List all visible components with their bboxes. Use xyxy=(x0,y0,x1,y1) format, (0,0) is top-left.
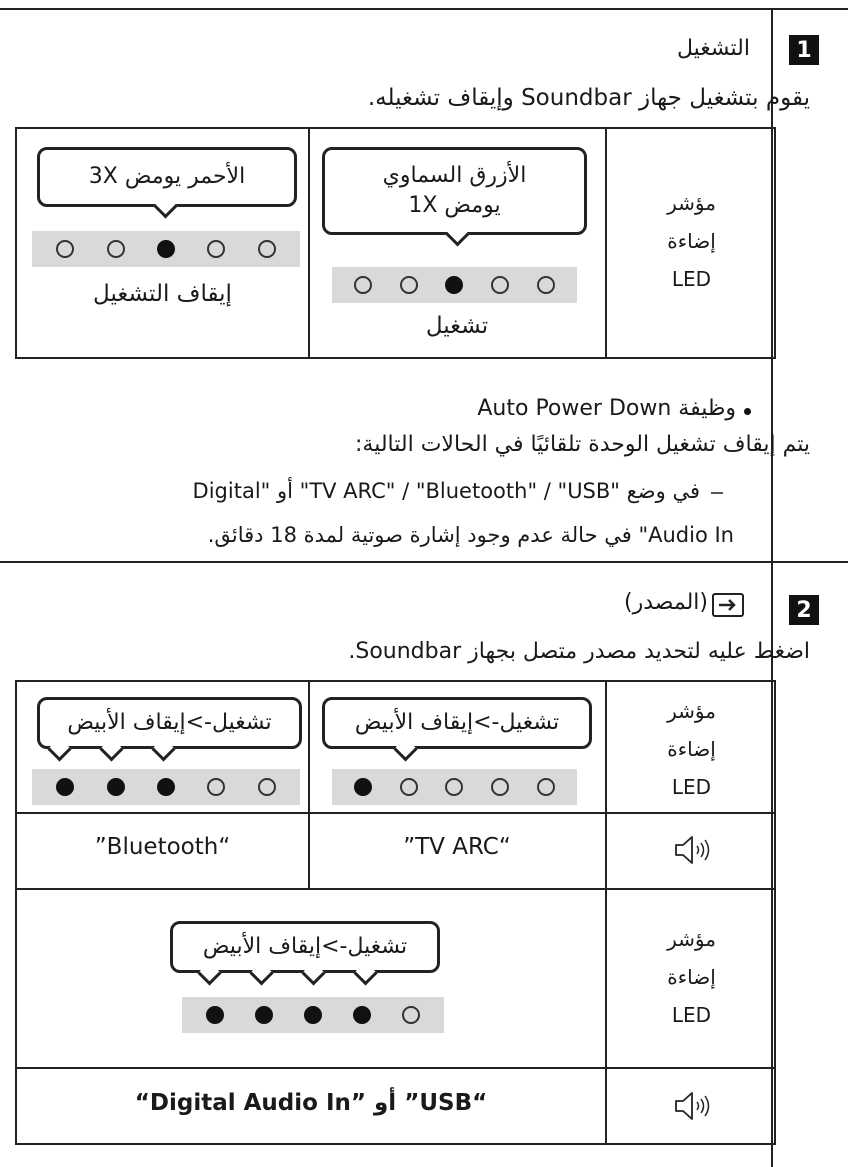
auto-power-down-condition-2: Audio In" في حالة عدم وجود إشارة صوتية لمدة 18 دقائق. xyxy=(207,523,734,547)
led-dot xyxy=(56,240,74,258)
led-dot xyxy=(445,276,463,294)
led-row-label: مؤشر إضاءة LED xyxy=(667,927,716,1027)
led-dot xyxy=(537,276,555,294)
led-dot xyxy=(157,778,175,796)
led-dot xyxy=(400,778,418,796)
led-status-bubble-usb-digital: تشغيل->إيقاف الأبيض xyxy=(170,921,440,973)
led-indicator-bar-on xyxy=(332,267,577,303)
led-dot xyxy=(56,778,74,796)
led-dot xyxy=(445,778,463,796)
auto-power-down-description: يتم إيقاف تشغيل الوحدة تلقائيًا في الحالات التالية: xyxy=(355,432,810,457)
source-label-tv-arc: “TV ARC” xyxy=(403,834,511,860)
led-indicator-bar-usb-digital xyxy=(182,997,444,1033)
section1-title: التشغيل xyxy=(677,36,750,61)
bullet-dot xyxy=(744,408,751,415)
speaker-icon xyxy=(672,834,716,870)
led-dot xyxy=(402,1006,420,1024)
led-dot xyxy=(400,276,418,294)
speaker-icon xyxy=(672,1090,716,1126)
section-divider xyxy=(0,561,848,563)
source-icon xyxy=(712,593,744,617)
led-dot xyxy=(107,778,125,796)
led-dot xyxy=(491,778,509,796)
auto-power-down-title: وظيفة Auto Power Down xyxy=(477,396,736,421)
source-label-usb-digital: “USB” أو ”Digital Audio In“ xyxy=(134,1090,488,1116)
led-dot xyxy=(207,778,225,796)
led-dot xyxy=(258,778,276,796)
led-dot xyxy=(353,1006,371,1024)
led-dot xyxy=(354,276,372,294)
led-dot xyxy=(258,240,276,258)
led-status-bubble-bluetooth: تشغيل->إيقاف الأبيض xyxy=(37,697,302,749)
led-dot xyxy=(537,778,555,796)
section2-number-badge: 2 xyxy=(789,595,819,625)
led-indicator-bar-tv-arc xyxy=(332,769,577,805)
auto-power-down-condition-1: في وضع "TV ARC" / "Bluetooth" / "USB" أو "Digital xyxy=(192,479,700,503)
section1-led-table xyxy=(15,127,776,359)
led-row-label: مؤشر إضاءة LED xyxy=(667,699,716,799)
led-caption-off: إيقاف التشغيل xyxy=(93,281,232,307)
section2-title: (المصدر) xyxy=(624,590,708,615)
led-status-bubble-on: الأزرق السماوي يومض 1X xyxy=(322,147,587,235)
section2-source-table xyxy=(15,680,776,1145)
dash-marker xyxy=(711,492,723,494)
led-status-bubble-off: الأحمر يومض 3X xyxy=(37,147,297,207)
section1-description: يقوم بتشغيل جهاز Soundbar وإيقاف تشغيله. xyxy=(367,85,810,111)
led-indicator-bar-bluetooth xyxy=(32,769,300,805)
led-dot xyxy=(206,1006,224,1024)
led-dot xyxy=(354,778,372,796)
led-row-label: مؤشر إضاءة LED xyxy=(667,191,716,291)
led-dot xyxy=(304,1006,322,1024)
led-dot xyxy=(157,240,175,258)
led-dot xyxy=(107,240,125,258)
led-dot xyxy=(207,240,225,258)
top-rule xyxy=(0,8,848,10)
source-label-bluetooth: “Bluetooth” xyxy=(94,834,231,860)
led-indicator-bar-off xyxy=(32,231,300,267)
led-status-bubble-tv-arc: تشغيل->إيقاف الأبيض xyxy=(322,697,592,749)
section2-description: اضغط عليه لتحديد مصدر متصل بجهاز Soundbar. xyxy=(348,639,810,664)
led-dot xyxy=(255,1006,273,1024)
led-dot xyxy=(491,276,509,294)
section1-number-badge: 1 xyxy=(789,35,819,65)
led-caption-on: تشغيل xyxy=(425,313,489,339)
